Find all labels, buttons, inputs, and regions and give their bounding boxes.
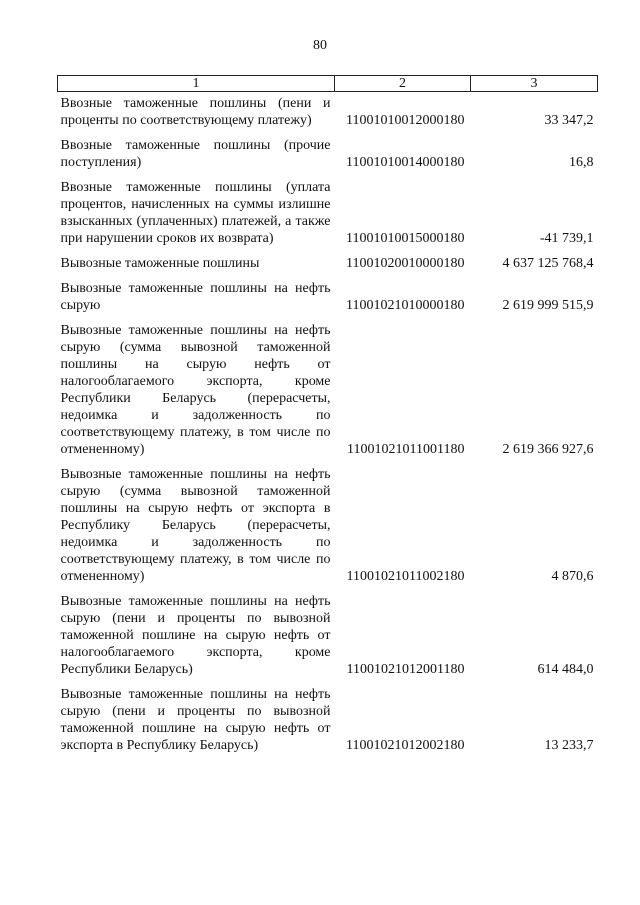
row-name: Вывозные таможенные пошлины на нефть сырую (сумма вывозной таможенной пошлины на сырую нефть от экспорта в Республику Беларусь (перерасчеты, недоимка и задолженность по соответствующему платежу, в том числе по отмененному): [60, 467, 331, 584]
row-name: Ввозные таможенные пошлины (пени и проценты по соответствующему платежу): [60, 96, 331, 128]
table-row: [58, 458, 598, 585]
row-value: 4 870,6: [551, 569, 594, 584]
table-row: [58, 129, 598, 171]
table-row: [58, 272, 598, 314]
row-code: 11001010014000180: [346, 155, 465, 170]
row-value: 2 619 366 927,6: [502, 442, 594, 457]
table-row: [58, 247, 598, 272]
table-header: [58, 76, 598, 92]
page-number: 80: [313, 38, 327, 53]
row-code: 11001021012001180: [346, 662, 465, 677]
row-value: 13 233,7: [544, 738, 594, 753]
column-header-1: 1: [58, 76, 335, 92]
budget-table: [57, 75, 598, 754]
row-value: 16,8: [569, 155, 594, 170]
row-name: Ввозные таможенные пошлины (прочие поступления): [60, 138, 331, 170]
row-value: 2 619 999 515,9: [502, 298, 594, 313]
row-code: 11001020010000180: [346, 256, 465, 271]
row-code: 11001010015000180: [346, 231, 465, 246]
row-name: Вывозные таможенные пошлины: [60, 256, 260, 271]
row-name: Вывозные таможенные пошлины на нефть сырую (пени и проценты по вывозной таможенной пошлине на сырую нефть от экспорта в Республику Беларусь): [60, 687, 331, 753]
table-row: [58, 314, 598, 458]
row-value: -41 739,1: [539, 231, 594, 246]
row-name: Вывозные таможенные пошлины на нефть сырую (сумма вывозной таможенной пошлины на сырую нефть от налогооблагаемого экспорта, кроме Республики Беларусь (перерасчеты, недоимка и задолженность по соответствующему платежу, в том числе по отмененному): [60, 323, 331, 457]
table-row: [58, 678, 598, 754]
row-code: 11001021012002180: [346, 738, 465, 753]
table-row: [58, 585, 598, 678]
row-value: 4 637 125 768,4: [502, 256, 594, 271]
column-header-3: 3: [471, 76, 598, 92]
row-value: 33 347,2: [544, 113, 594, 128]
header-row: [58, 76, 598, 92]
row-code: 11001010012000180: [346, 113, 465, 128]
row-code: 11001021011002180: [346, 569, 465, 584]
row-code: 11001021011001180: [347, 442, 465, 457]
table-body: [58, 92, 598, 755]
row-name: Вывозные таможенные пошлины на нефть сырую (пени и проценты по вывозной таможенной пошлине на сырую нефть от налогооблагаемого экспорта, кроме Республики Беларусь): [60, 594, 331, 677]
row-name: Вывозные таможенные пошлины на нефть сырую: [60, 281, 331, 313]
row-name: Ввозные таможенные пошлины (уплата процентов, начисленных на суммы излишне взысканных (уплаченных) платежей, а также при нарушении сроков их возврата): [60, 180, 331, 246]
row-code: 11001021010000180: [346, 298, 465, 313]
table-row: [58, 92, 598, 130]
table-row: [58, 171, 598, 247]
column-header-2: 2: [335, 76, 471, 92]
row-value: 614 484,0: [537, 662, 594, 677]
